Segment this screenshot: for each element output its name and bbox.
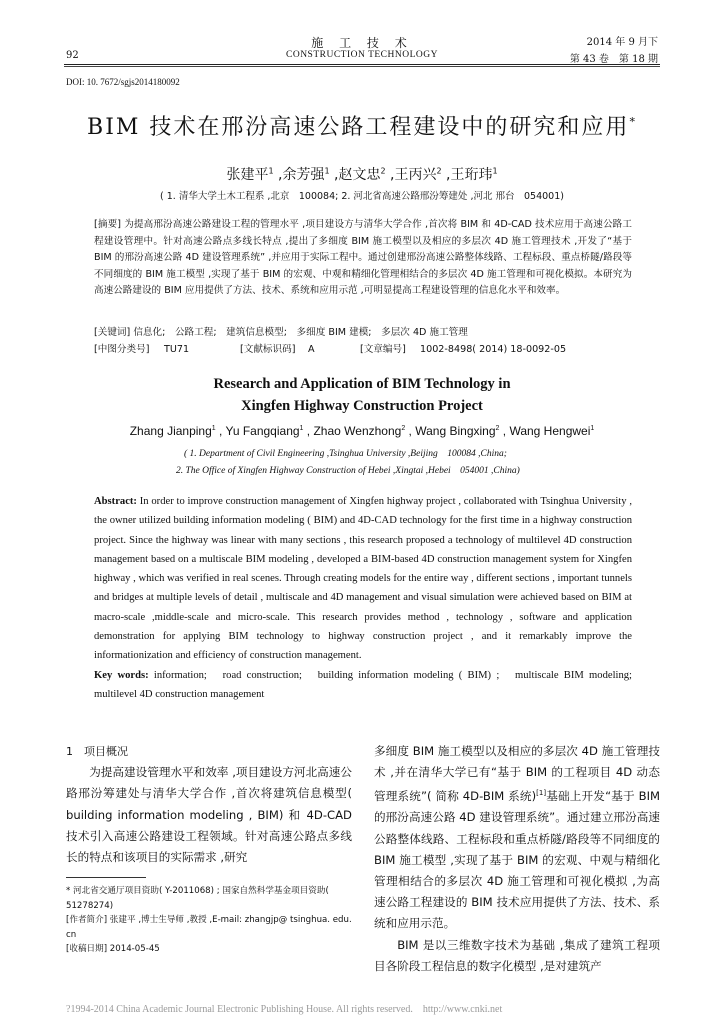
abstract-cn: [94, 217, 632, 300]
author-en-sup: 1: [299, 425, 304, 432]
footnotes: [66, 884, 352, 957]
keywords-cn-label: [关键词]: [94, 327, 131, 338]
keywords-en-label: Key words:: [94, 669, 149, 681]
affiliations-cn: ( 1. 清华大学土木工程系 ,北京 100084; 2. 河北省高速公路邢汾筹建处 ,河北 邢台 054001): [160, 191, 564, 202]
title-en: [0, 373, 724, 417]
abstract-en: [94, 492, 643, 704]
abstract-en-text: In order to improve construction management of Xingfen highway project , collaborated with Tsinghua University , the owner utilized building information modeling ( BIM) and 4D-CAD technology for the first time in a highway construction project. Since the highway was linear with many sections , this research proposed a technology of multilevel 4D construction management based on a multiscale BIM modeling , developed a BIM-based 4D construction management system for Xingfen highway , which was verified in real scenes. Through creating models for the entire way , different sections , important tunnels and bridges at multiple levels of detail , multiscale and 4D management and visual simulation were achieved based on BIM at macro-scale ,middle-scale and micro-scale. This research provides method , technology , software and application demonstration for applying BIM technology to highway construction project , and it remarkably improve the informationization and efficiency of construction management.: [94, 496, 632, 662]
journal-name-en: CONSTRUCTION TECHNOLOGY: [286, 50, 438, 60]
article-number-value: 1002-8498( 2014) 18-0092-05: [420, 343, 567, 355]
affiliation-en-2: 2. The Office of Xingfen Highway Construction of Hebei ,Xingtai ,Hebei 054001 ,China): [176, 466, 520, 476]
author-cn: 张建平: [226, 167, 269, 183]
title-cn: [0, 110, 724, 141]
body-column-right: [374, 741, 660, 977]
body-text: 基础上开发“基于 BIM 的邢汾高速公路 4D 建设管理系统”。通过建立邢汾高速公路整体线路、工程标段和重点桥隧/路段等不同细度的 BIM 施工模型 ,实现了基于 BIM 的宏观、中观与精细化管理相结合的多层次 4D 施工管理和可视化模拟 ,为高速公路工程建设的 BIM 技术应用提供了方法、技术、系统和应用示范。: [374, 789, 660, 931]
body-paragraph: BIM 是以三维数字技术为基础 ,集成了建筑工程项目各阶段工程信息的数字化模型 ,是对建筑产: [374, 937, 660, 973]
keywords-cn: [94, 325, 634, 359]
author-en-sup: 1: [590, 425, 595, 432]
author-cn-sup: 1: [492, 166, 498, 176]
header-rule: [64, 64, 660, 65]
authors-en: Zhang Jianping$^1$ , Yu Fangqiang$^1$ , Zhao Wenzhong$^2$ , Wang Bingxing$^2$ , Wang Hengwei$^1$: [129, 424, 595, 438]
title-en-line2: Xingfen Highway Construction Project: [241, 398, 483, 414]
clc-label: [中图分类号]: [94, 343, 150, 355]
author-cn: 王丙兴: [394, 167, 437, 183]
doc-code-value: A: [308, 343, 315, 355]
title-cn-footnote-mark: *: [629, 115, 637, 129]
title-cn-text: BIM 技术在邢汾高速公路工程建设中的研究和应用: [87, 115, 630, 140]
keywords-cn-text: 信息化; 公路工程; 建筑信息模型; 多细度 BIM 建模; 多层次 4D 施工管理: [133, 327, 468, 338]
reference-mark: [1]: [536, 789, 547, 798]
doc-code-label: [文献标识码]: [240, 343, 296, 355]
keywords-en-text: information; road construction; building information modeling ( BIM) ; multiscale BIM modeling; multilevel 4D construction management: [94, 669, 643, 700]
journal-name-cn: 施 工 技 术: [311, 36, 413, 50]
author-en: Wang Hengwei: [509, 424, 591, 438]
author-en-sup: 1: [211, 425, 216, 432]
body-paragraph-cont: [374, 741, 660, 935]
author-cn-sup: 2: [380, 166, 386, 176]
author-cn: 赵文忠: [338, 167, 381, 183]
abstract-en-label: Abstract:: [94, 496, 137, 507]
doi: DOI: 10. 7672/sgjs2014180092: [66, 77, 180, 87]
author-en-sup: 2: [495, 425, 500, 432]
author-cn-sup: 2: [436, 166, 442, 176]
author-en: Zhao Wenzhong: [313, 424, 402, 438]
body-paragraph: 为提高建设管理水平和效率 ,项目建设方河北高速公路邢汾筹建处与清华大学合作 ,首次将建筑信息模型( building information modeling , BIM) 和 4D-CAD 技术引入高速公路建设工程领域。针对高速公路点多线长的特点和该项目的实际需求 ,研究: [66, 765, 352, 865]
footnote-received: [收稿日期] 2014-05-45: [66, 944, 160, 954]
clc-value: TU71: [164, 343, 190, 355]
footnote-author: [作者简介] 张建平 ,博士生导师 ,教授 ,E-mail: zhangjp@ tsinghua. edu. cn: [66, 915, 352, 940]
author-cn: 王珩玮: [450, 167, 493, 183]
abstract-cn-text: 为提高邢汾高速公路建设工程的管理水平 ,项目建设方与清华大学合作 ,首次将 BIM 和 4D-CAD 技术应用于高速公路工程建设管理中。针对高速公路点多线长特点 ,提出了多细度 BIM 施工模型以及相应的多层次 4D 施工管理技术 ,开发了“基于 BIM 的邢汾高速公路 4D 建设管理系统” ,并应用于实际工程中。通过创建邢汾高速公路整体线路、工程标段、重点桥隧/路段等不同细度的 BIM 施工模型 ,实现了基于 BIM 的宏观、中观和精细化管理相结合的多层次 4D 施工管理和可视化模拟。本研究为高速公路建设的 BIM 应用提供了方法、技术、系统和应用示范 ,可明显提高工程建设管理的信息化水平和效率。: [94, 219, 632, 297]
footnote-rule: [66, 877, 146, 878]
author-cn-sup: 1: [268, 166, 274, 176]
issue-date: 2014 年 9 月下: [586, 37, 658, 48]
article-number-label: [文章编号]: [360, 343, 406, 355]
authors-cn: 张建平$^1$ ,余芳强$^1$ ,赵文忠$^2$ ,王丙兴$^2$ ,王珩玮$^1$: [226, 166, 498, 183]
body-text: 多细度 BIM 施工模型以及相应的多层次 4D 施工管理技术 ,并在清华大学已有“基于 BIM 的工程项目 4D 动态管理系统”( 简称 4D-BIM 系统): [374, 744, 660, 804]
abstract-cn-label: [摘要]: [94, 219, 122, 230]
author-en: Wang Bingxing: [415, 424, 496, 438]
affiliation-en-1: ( 1. Department of Civil Engineering ,Tsinghua University ,Beijing 100084 ,China;: [184, 449, 507, 459]
author-cn-sup: 1: [324, 166, 330, 176]
section-heading: 1 项目概况: [66, 745, 128, 758]
page-number: 92: [66, 50, 79, 61]
copyright-footer: ?1994-2014 China Academic Journal Electronic Publishing House. All rights reserved. http://www.cnki.net: [66, 1004, 503, 1015]
volume-issue: 第 43 卷 第 18 期: [569, 54, 658, 65]
author-cn: 余芳强: [282, 167, 325, 183]
body-column-left: [66, 741, 352, 868]
author-en: Yu Fangqiang: [225, 424, 300, 438]
author-en-sup: 2: [401, 425, 406, 432]
classification-row: [94, 342, 634, 359]
header-rule-thin: [64, 66, 660, 67]
title-en-line1: Research and Application of BIM Technology in: [213, 376, 511, 392]
affiliations-en: [176, 446, 634, 480]
footnote-fund: * 河北省交通厅项目资助( Y-2011068) ; 国家自然科学基金项目资助( 51278274): [66, 886, 329, 911]
author-en: Zhang Jianping: [129, 424, 212, 438]
